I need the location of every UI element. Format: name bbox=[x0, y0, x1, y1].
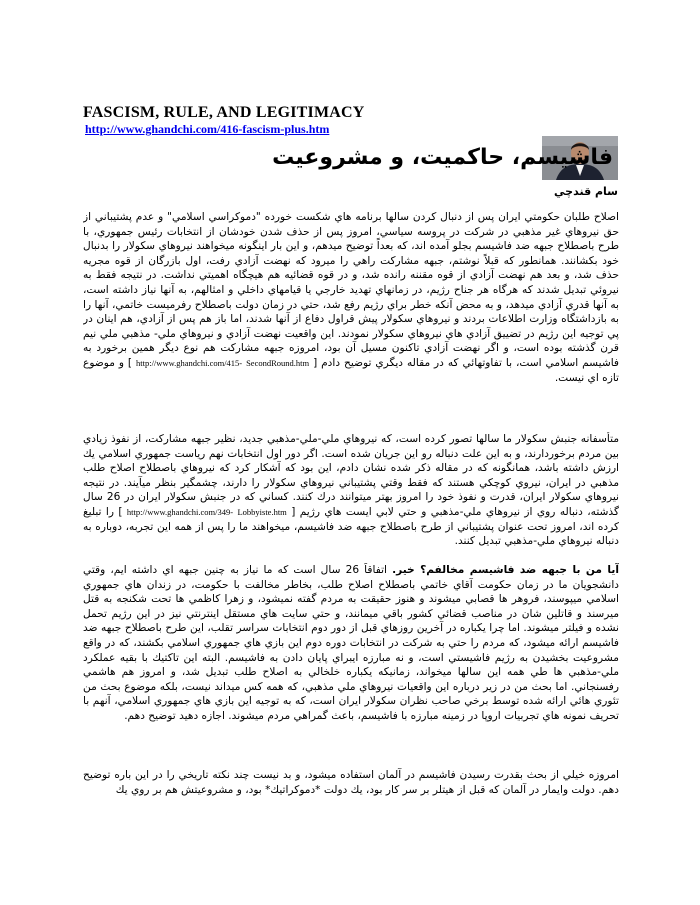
paragraph-1 bbox=[83, 210, 619, 415]
paragraph-3-question: آيا من با جبهه ضد فاشيسم مخالفم؟ خير. bbox=[392, 564, 619, 576]
paragraph-3-text: اتفاقاً 26 سال است كه ما نياز به چنين جبهه اي داشته ايم، وقتي دانشجويان ما در زمان حكومت آقاي خاتمي باصطلاح اصلاح طلب، بخاطر مخالفت با حكومت، در زندان هاي جمهوري اسلامي ميپوسند، فروهر ها قصابي ميشوند و هنوز حقيقت به مردم گفته نميشود، و زهرا كاظمي ها تحت شكنجه به قتل ميرسند و قاتلين شان در مناصب قضائي كشور باقي ميمانند، و حتي سايت هاي مستقل اينترنتي نيز در اين رژيم تحمل نشده و فيلتر ميشوند. اما چرا يكباره در آخرين روزهاي قبل از دور دوم انتخابات سراسر تقلب، اين طرح باصطلاح جبهه ضد فاشيسم ارائه ميشود، كه مردم را حتي به شركت در انتخابات دوره دوم اين بازي هاي جمهوري اسلامي بكشند، كه در واقع مشروعيت بخشيدن به رژيم فاشيستي است، و نه مبارزه ايبراي پايان دادن به فاشيسم. البته اين تاكتيك با بقيه عملكرد ملي-مذهبي ها طي همه اين سالها ميخواند، زمانيكه يكباره خلخالي به اصلاح طلب تبديل شد، و امروز هم هاشمي رفسنجاني. اما بحث من در زير درباره اين واقعيات نيروهاي ملي مذهبي، كه همه كس ميداند نيست، بلكه موضوع بحث من تئوري هائي ارائه شده توسط برخي صاحب نظران سكولار ايران است، كه به توجيه اين بازي هاي جمهوري اسلامي، آنهم با تحريف نمونه هاي تجربيات اروپا در زمينه مبارزه با فاشيسم، باعث گمراهي مردم ميشوند. اجازه دهيد توضيح دهم. bbox=[83, 564, 619, 722]
paragraph-3 bbox=[83, 563, 619, 753]
author-name: سام قندچي bbox=[554, 185, 618, 198]
paragraph-1-tail: ] و موضوع تازه اي نيست. bbox=[83, 356, 619, 384]
paragraph-1-citation-file[interactable]: SecondRound.htm bbox=[246, 357, 310, 368]
paragraph-1-text: اصلاح طلبان حكومتي ايران پس از دنبال كردن سالها برنامه هاي شكست خورده "دموكراسي اسلامي" و عدم پشتيباني از حق نيروهاي غير مذهبي در شركت در پروسه سياسي، امروز پس از حذف شدن خودشان از انتخابات رئيس جمهوري، با طرح باصطلاح جبهه ضد فاشيسم بجلو آمده اند، كه بعداً توضيح ميدهم، و اين بار اينگونه ميخواهند نيروهاي سكولار را بدنبال خود بكشانند. همانطور كه قبلاً نوشتم، جبهه مشاركت راهي را ميرود كه نهضت آزادي رفت، اول بازرگان از قوه مجريه حذف شد، و بعد هم نهضت آزادي از قوه مقننه رانده شد، و در قوه قضائيه هم هيچگاه اهميتي نداشت. در نتيجه فقط به نيروئي تبديل شدند كه هرگاه هر جناح رژيم، در زمانهاي تهديد خارجي يا قيامهاي داخلي و امثالهم، به آنها نياز داشته است، به آنها قدري آزادي ميدهد، و به محض آنكه خطر براي رژيم رفع شد، حتي در زمان دولت باصطلاح رفرميست خاتمي، آنها را به بازداشتگاه وزارت اطلاعات بردند و نيروهاي سكولار پيش قراول دفاع از آنها شدند، اما باز هم پس از آزادي، هم اينان در پي توجيه اين رژيم در تضييق آزادي هاي نيروهاي سكولار نمودند. اين واقعيت نهضت آزادي و نيروهاي ملي- مذهبي ملي نيم قرن گذشته بوده است، و اگر نهضت آزادي تاكنون مسيل آن بود، امروزه جبهه مشاركت هم نوع ديگر همين برخورد به فاشيسم اسلامي است، با تفاوتهائي كه در مقاله ديگري توضيح دادم [ bbox=[83, 211, 619, 369]
persian-title: فاشيسم، حاكميت، و مشروعيت bbox=[272, 145, 613, 170]
paragraph-4-text: امروزه خيلي از بحث بقدرت رسيدن فاشيسم در آلمان استفاده ميشود، و بد نيست چند نكته تاريخي را در اين باره توضيح دهم. دولت وايمار در آلمان كه قبل از هيتلر بر سر كار بود، يك دولت *دموكراتيك* بود، و مشروعيتش هم بر روي يك bbox=[83, 769, 619, 796]
paragraph-2-text: متأسفانه جنبش سكولار ما سالها تصور كرده است، كه نيروهاي ملي-ملي-مذهبي جديد، نظير جبهه مشاركت، از نفوذ زيادي بين مردم برخوردارند، و به اين علت دنباله رو اين جريان شده است. اگر دور اول انتخابات نهم رياست جمهوري اسلامي يك ارزش داشته باشد، همانگونه كه در مقاله ذكر شده نشان دادم، اين بود كه آشكار كرد كه نيروهاي باصطلاح اصلاح طلب مذهبي در ايران، نيروي كوچكي هستند كه فقط وقتي پشتيباني نيروهاي سكولار را دارند، چشمگير بنظر ميآيند. در نتيجه نيروهاي سكولار ايران، قدرت و نفوذ خود را امروز بهتر ميتوانند درك كنند. كساني كه در جنبش سكولار ايران در 26 سال گذشته، دنباله روي از نيروهاي ملي-مذهبي و حتي لابي ايست هاي رژيم [ bbox=[83, 433, 619, 518]
paragraph-1-citation-url[interactable]: http://www.ghandchi.com/415- bbox=[135, 357, 243, 368]
article-link[interactable]: http://www.ghandchi.com/416-fascism-plus.htm bbox=[85, 122, 330, 136]
paragraph-2-tail: ] را تبليغ كرده اند، امروز تحت عنوان پشتيباني از طرح باصطلاح جبهه ضد فاشيسم، ميخواهند ما را پس از همه اين تجربه، دوباره به دنباله نيروهاي ملي-مذهبي تبديل كنند. bbox=[83, 505, 619, 548]
paragraph-4 bbox=[83, 768, 619, 814]
paragraph-2 bbox=[83, 432, 619, 562]
paragraph-2-citation-file[interactable]: Lobbyiste.htm bbox=[237, 506, 287, 517]
paragraph-2-citation-url[interactable]: http://www.ghandchi.com/349- bbox=[126, 506, 234, 517]
english-title: FASCISM, RULE, AND LEGITIMACY bbox=[83, 104, 365, 121]
